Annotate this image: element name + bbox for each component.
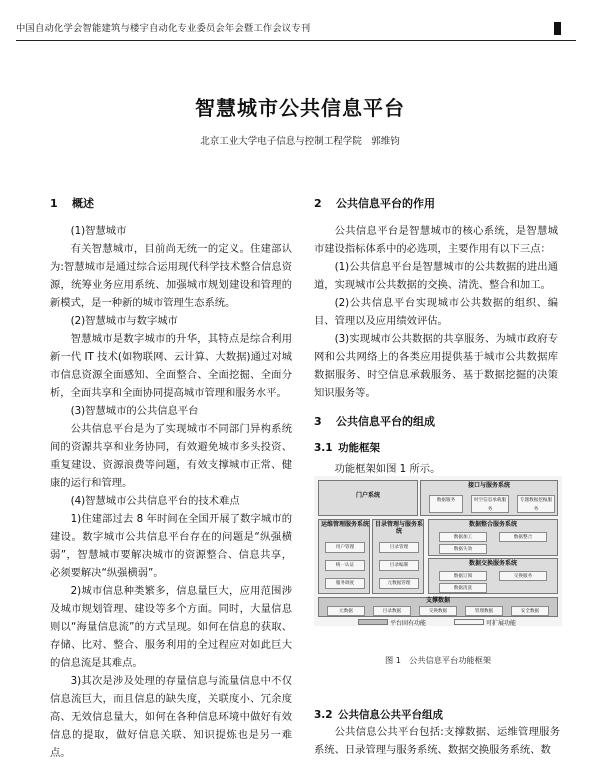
legend-extensible-swatch: [454, 619, 484, 625]
section-title: 概述: [72, 197, 94, 210]
exchange-item: 交换服务: [499, 571, 547, 581]
catalog-label: 目录管理与服务系统: [375, 521, 424, 535]
paper-authors: 北京工业大学电子信息与控制工程学院 郭维钧: [200, 136, 400, 147]
paragraph: (1)公共信息平台是智慧城市的公共数据的进出通道，实现城市公共数据的交换、清洗、整合和加工。: [314, 261, 558, 291]
ops-item: 服务调度: [325, 578, 365, 589]
integration-item: 数据失效: [439, 544, 487, 554]
integration-label: 数据整合服务系统: [468, 521, 517, 528]
figure-caption: 图 1 公共信息平台功能框架: [384, 655, 492, 665]
subsection-title: 公共信息公共平台组成: [338, 709, 443, 721]
interface-box: [420, 480, 558, 516]
interface-item: 时空信息承载服务: [471, 495, 509, 513]
section-3-heading: [314, 414, 558, 430]
paragraph: 公共信息平台是为了实现城市不同部门异构系统间的资源共享和业务协同，有效避免城市多头投资、重复建设、资源浪费等问题，有效支撑城市正常、健康的运行和管理。: [50, 423, 292, 489]
portal-box: [318, 480, 418, 516]
portal-label: 门户系统: [355, 492, 380, 499]
paragraph: (3)实现城市公共数据的共享服务、为城市政府专网和公共网络上的各类应用提供基于城市公共数据库数据服务、时空信息承载服务、基于数据挖掘的决策知识服务等。: [314, 333, 558, 399]
paragraph: 1)住建部过去 8 年时间在全国开展了数字城市的建设。数字城市公共信息平台存在的问题是“纵强横弱”，智慧城市要解决城市的资源整合、信息共享，必须要解决“纵强横弱”。: [50, 513, 292, 579]
ops-box: [318, 519, 370, 594]
right-column: [314, 196, 558, 478]
integration-item: 数据加工: [439, 532, 487, 542]
paragraph: 功能框架如图 1 所示。: [334, 463, 441, 475]
integration-box: [428, 519, 558, 556]
interface-label: 接口与服务系统: [467, 482, 510, 489]
paragraph: 公共信息平台是智慧城市的核心系统，是智慧城市建设指标体系中的必选项，主要作用有以下三点：: [314, 225, 558, 255]
catalog-item: 目录管理: [379, 542, 419, 553]
header-marker: [554, 22, 561, 35]
legend-builtin-swatch: [358, 619, 388, 625]
section-number: 1: [50, 197, 58, 210]
paragraph: (2)公共信息平台实现城市公共数据的组织、编目、管理以及应用绩效评估。: [314, 297, 558, 327]
paragraph: (3)智慧城市的公共信息平台: [70, 405, 199, 417]
support-data-item: 安全数据: [511, 606, 549, 616]
paragraph: 智慧城市是数字城市的升华，其特点是综合利用新一代 IT 技术(如物联网、云计算、大数据)通过对城市信息资源全面感知、全面整合、全面挖掘、全面分析，全面共享和全面协同提高城市管理和服务水平。: [50, 333, 292, 399]
support-data-item: 元数据: [327, 606, 365, 616]
figure-1-framework-diagram: [314, 476, 562, 626]
catalog-box: [372, 519, 424, 594]
paragraph: 有关智慧城市，目前尚无统一的定义。住建部认为:智慧城市是通过综合运用现代科学技术整合信息资源，统筹业务应用系统、加强城市规划建设和管理的新模式，是一种新的城市管理生态系统。: [50, 243, 292, 309]
paragraph: 公共信息公共平台包括:支撑数据、运维管理服务系统、日录管理与服务系统、数据交换服务系统、数: [314, 726, 560, 756]
section-title: 公共信息平台的作用: [336, 197, 435, 210]
paper-title: 智慧城市公共信息平台: [195, 96, 405, 120]
support-data-item: 管理数据: [465, 606, 503, 616]
support-data-item: 交换数据: [419, 606, 457, 616]
exchange-box: [428, 558, 558, 594]
paragraph: (4)智慧城市公共信息平台的技术难点: [70, 495, 240, 507]
subsection-number: 3.2: [314, 709, 333, 721]
subsection-title: 功能框架: [338, 442, 380, 454]
exchange-item: 数据订阅: [439, 571, 487, 581]
exchange-label: 数据交换服务系统: [468, 560, 517, 567]
ops-item: 统一认证: [325, 560, 365, 571]
paragraph: 3)其次是涉及处理的存量信息与流量信息中不仅信息流巨大，而且信息的缺失度，关联度小、冗余度高、无效信息量大，如何在各种信息环境中做好有效信息的提取，做好信息关联、知识提炼也是另一难点。: [50, 675, 292, 759]
support-data-box: [318, 597, 558, 617]
paragraph: (2)智慧城市与数字城市: [70, 315, 178, 327]
section-number: 3: [314, 415, 322, 428]
legend-builtin-label: 平台固有功能: [390, 620, 427, 627]
exchange-item: 数据清洗: [439, 583, 487, 593]
interface-item: 专题数据挖掘服务: [517, 495, 555, 513]
ops-label: 运维管理服务系统: [321, 521, 370, 528]
section-number: 2: [314, 197, 322, 210]
subsection-3-2-heading: [314, 707, 560, 723]
subsection-number: 3.1: [314, 442, 333, 454]
section-1-heading: [50, 196, 292, 212]
section-title: 公共信息平台的组成: [336, 415, 435, 428]
left-column: [50, 196, 292, 762]
catalog-item: 目录编制: [379, 560, 419, 571]
running-header: 中国自动化学会智能建筑与楼宇自动化专业委员会年会暨工作会议专刊: [16, 23, 311, 34]
support-data-item: 目录数据: [373, 606, 411, 616]
integration-item: 数据整合: [499, 532, 547, 542]
subsection-3-1-heading: [314, 440, 558, 456]
header-rule: [16, 40, 576, 41]
catalog-item: 元数据管理: [379, 578, 419, 589]
section-2-heading: [314, 196, 558, 212]
ops-item: 用户管理: [325, 542, 365, 553]
interface-item: 数据服务: [429, 495, 463, 513]
paragraph: 2)城市信息种类繁多，信息量巨大，应用范围涉及城市规划管理、建设等多个方面。同时，大量信息则以“海量信息流”的方式呈现。如何在信息的获取、存储、比对、整合、服务利用的全过程应对如此巨大的信息流是其难点。: [50, 585, 292, 669]
paragraph: (1)智慧城市: [70, 225, 127, 237]
support-data-label: 支撑数据: [425, 597, 450, 604]
legend-extensible-label: 可扩展功能: [486, 620, 517, 627]
